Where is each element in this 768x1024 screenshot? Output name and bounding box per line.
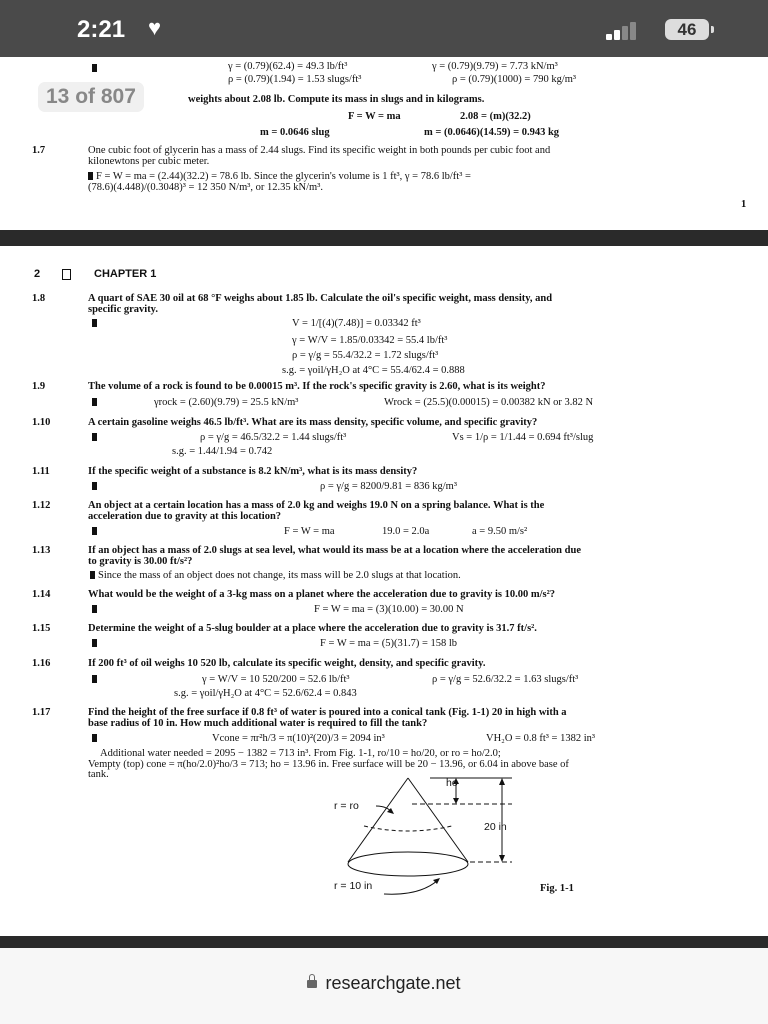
answer-text <box>88 171 471 182</box>
answer-text: (78.6)(4.448)/(0.3048)³ = 12 350 N/m³, or 12.35 kN/m³. <box>88 182 323 193</box>
problem-number: 1.12 <box>32 500 51 511</box>
problem-text: A quart of SAE 30 oil at 68 °F weighs about 1.85 lb. Calculate the oil's specific weight, mass density, and <box>88 293 553 304</box>
problem-number: 1.11 <box>32 466 50 477</box>
eq-line: VH₂O = 0.8 ft³ = 1382 in³ <box>486 733 596 744</box>
figure-label: 20 in <box>484 821 507 833</box>
figure-label: r = 10 in <box>334 880 373 892</box>
problem-number: 1.9 <box>32 381 46 392</box>
arrow-up <box>499 778 505 785</box>
figure-label: r = ro <box>334 800 359 812</box>
problem-text: base radius of 10 in. How much additional water is required to fill the tank? <box>88 718 428 729</box>
answer-marker <box>92 64 97 72</box>
eq-line: γrock = (2.60)(9.79) = 25.5 kN/m³ <box>154 397 299 408</box>
eq-line: F = W = ma <box>348 111 401 122</box>
browser-bottom-bar <box>0 948 768 1024</box>
page-indicator: 13 of 807 <box>38 82 144 112</box>
battery-level: 46 <box>677 20 697 39</box>
arrow-down <box>499 855 505 862</box>
problem-text: If the specific weight of a substance is 8.2 kN/m³, what is its mass density? <box>88 466 418 477</box>
problem-text: acceleration due to gravity at this location? <box>88 511 282 522</box>
problem-text: to gravity is 30.00 ft/s²? <box>88 556 193 567</box>
problem-text: A certain gasoline weighs 46.5 lb/ft³. What are its mass density, specific volume, and specific gravity? <box>88 417 538 428</box>
eq-line: ρ = γ/g = 46.5/32.2 = 1.44 slugs/ft³ <box>200 432 347 443</box>
water-surface <box>364 826 452 831</box>
problem-number: 1.7 <box>32 145 46 156</box>
problem-text: kilonewtons per cubic meter. <box>88 156 210 167</box>
header-box-icon <box>62 269 71 280</box>
arrow-down <box>453 798 459 804</box>
chapter-title: CHAPTER 1 <box>94 268 157 280</box>
eq-line: V = 1/[(4)(7.48)] = 0.03342 ft³ <box>292 318 421 329</box>
problem-number: 1.17 <box>32 707 51 718</box>
problem-number: 1.15 <box>32 623 51 634</box>
answer-marker <box>92 319 97 327</box>
problem-text: specific gravity. <box>88 304 158 315</box>
answer-marker <box>88 172 93 180</box>
problem-text: Find the height of the free surface if 0.8 ft³ of water is poured into a conical tank (Fig. 1-1) 20 in high with a <box>88 707 567 718</box>
answer-text: Additional water needed = 2095 − 1382 = 713 in³. From Fig. 1-1, ro/10 = ho/20, or ro = ho/2.0; <box>100 748 501 759</box>
problem-number: 1.14 <box>32 589 51 600</box>
eq-line: Vs = 1/ρ = 1/1.44 = 0.694 ft³/slug <box>452 432 594 443</box>
problem-text: weights about 2.08 lb. Compute its mass in slugs and in kilograms. <box>188 94 485 105</box>
status-bar <box>0 0 768 57</box>
eq-line: 19.0 = 2.0a <box>382 526 430 537</box>
problem-text: Determine the weight of a 5-slug boulder at a place where the acceleration due to gravity is 31.7 ft/s². <box>88 623 537 634</box>
problem-number: 1.10 <box>32 417 51 428</box>
eq-line: γ = W/V = 1.85/0.03342 = 55.4 lb/ft³ <box>292 335 448 346</box>
problem-number: 1.16 <box>32 658 51 669</box>
figure-label: ho <box>446 777 458 789</box>
eq-line: ρ = γ/g = 8200/9.81 = 836 kg/m³ <box>320 481 457 492</box>
figure-caption: Fig. 1-1 <box>540 883 574 894</box>
eq-line: ρ = γ/g = 52.6/32.2 = 1.63 slugs/ft³ <box>432 674 579 685</box>
problem-number: 1.13 <box>32 545 51 556</box>
answer-marker <box>92 734 97 742</box>
answer-text <box>90 570 461 581</box>
answer-line: F = W = ma = (2.44)(32.2) = 78.6 lb. Since the glycerin's volume is 1 ft³, γ = 78.6 lb/ft³ = <box>96 171 471 182</box>
page-separator <box>0 230 768 246</box>
address-bar[interactable] <box>0 973 768 994</box>
answer-marker <box>92 675 97 683</box>
lock-icon <box>307 980 317 988</box>
answer-text: tank. <box>88 769 109 780</box>
eq-line: ρ = (0.79)(1000) = 790 kg/m³ <box>452 74 577 85</box>
problem-text: One cubic foot of glycerin has a mass of 2.44 slugs. Find its specific weight in both pounds per cubic foot and <box>88 145 551 156</box>
problem-text: The volume of a rock is found to be 0.00015 m³. If the rock's specific gravity is 2.60, what is its weight? <box>88 381 546 392</box>
answer-marker <box>92 398 97 406</box>
answer-marker <box>92 639 97 647</box>
page-separator <box>0 936 768 948</box>
clock: 2:21 <box>77 16 126 43</box>
eq-line: Vcone = πr²h/3 = π(10)²(20)/3 = 2094 in³ <box>212 733 385 744</box>
url-text: researchgate.net <box>325 973 461 993</box>
cone-base <box>348 852 468 876</box>
problem-text: An object at a certain location has a mass of 2.0 kg and weighs 19.0 N on a spring balance. What is the <box>88 500 545 511</box>
problem-text: If 200 ft³ of oil weighs 10 520 lb, calculate its specific weight, density, and specific gravity. <box>88 658 486 669</box>
eq-line: s.g. = γoil/γH₂O at 4°C = 55.4/62.4 = 0.888 <box>282 365 465 376</box>
cone-figure <box>320 776 580 896</box>
eq-line: F = W = ma = (5)(31.7) = 158 lb <box>320 638 458 649</box>
eq-line: γ = (0.79)(9.79) = 7.73 kN/m³ <box>432 61 558 72</box>
eq-line: F = W = ma = (3)(10.00) = 30.00 N <box>314 604 464 615</box>
heart-icon: ♥ <box>148 15 162 40</box>
eq-line: m = 0.0646 slug <box>260 127 330 138</box>
answer-marker <box>92 527 97 535</box>
eq-line: s.g. = γoil/γH₂O at 4°C = 52.6/62.4 = 0.843 <box>174 688 357 699</box>
eq-line: s.g. = 1.44/1.94 = 0.742 <box>172 446 273 457</box>
answer-marker <box>92 605 97 613</box>
eq-line: γ = (0.79)(62.4) = 49.3 lb/ft³ <box>228 61 348 72</box>
eq-line: ρ = γ/g = 55.4/32.2 = 1.72 slugs/ft³ <box>292 350 439 361</box>
eq-line: m = (0.0646)(14.59) = 0.943 kg <box>424 127 560 138</box>
signal-icon <box>606 18 640 40</box>
page-number: 2 <box>34 268 41 280</box>
eq-line: 2.08 = (m)(32.2) <box>460 111 531 122</box>
answer-marker <box>90 571 95 579</box>
answer-line: Since the mass of an object does not change, its mass will be 2.0 slugs at that location. <box>98 570 461 581</box>
problem-text: What would be the weight of a 3-kg mass on a planet where the acceleration due to gravity is 10.00 m/s²? <box>88 589 555 600</box>
battery-icon <box>665 19 709 40</box>
page-number: 1 <box>741 199 747 210</box>
cone-right-edge <box>408 778 468 862</box>
eq-line: γ = W/V = 10 520/200 = 52.6 lb/ft³ <box>202 674 350 685</box>
eq-line: ρ = (0.79)(1.94) = 1.53 slugs/ft³ <box>228 74 362 85</box>
answer-marker <box>92 433 97 441</box>
document-page-2 <box>0 246 768 936</box>
answer-marker <box>92 482 97 490</box>
base-radius-pointer <box>384 880 438 894</box>
eq-line: a = 9.50 m/s² <box>472 526 528 537</box>
cone-left-edge <box>348 778 408 862</box>
problem-text: If an object has a mass of 2.0 slugs at sea level, what would its mass be at a location where the acceleration due <box>88 545 581 556</box>
answer-text: Vempty (top) cone = π(ho/2.0)²ho/3 = 713; ho = 13.96 in. Free surface will be 20 − 13.96, or 6.04 in above base of <box>88 759 569 770</box>
eq-line: F = W = ma <box>284 526 335 537</box>
eq-line: Wrock = (25.5)(0.00015) = 0.00382 kN or 3.82 N <box>384 397 594 408</box>
problem-number: 1.8 <box>32 293 46 304</box>
